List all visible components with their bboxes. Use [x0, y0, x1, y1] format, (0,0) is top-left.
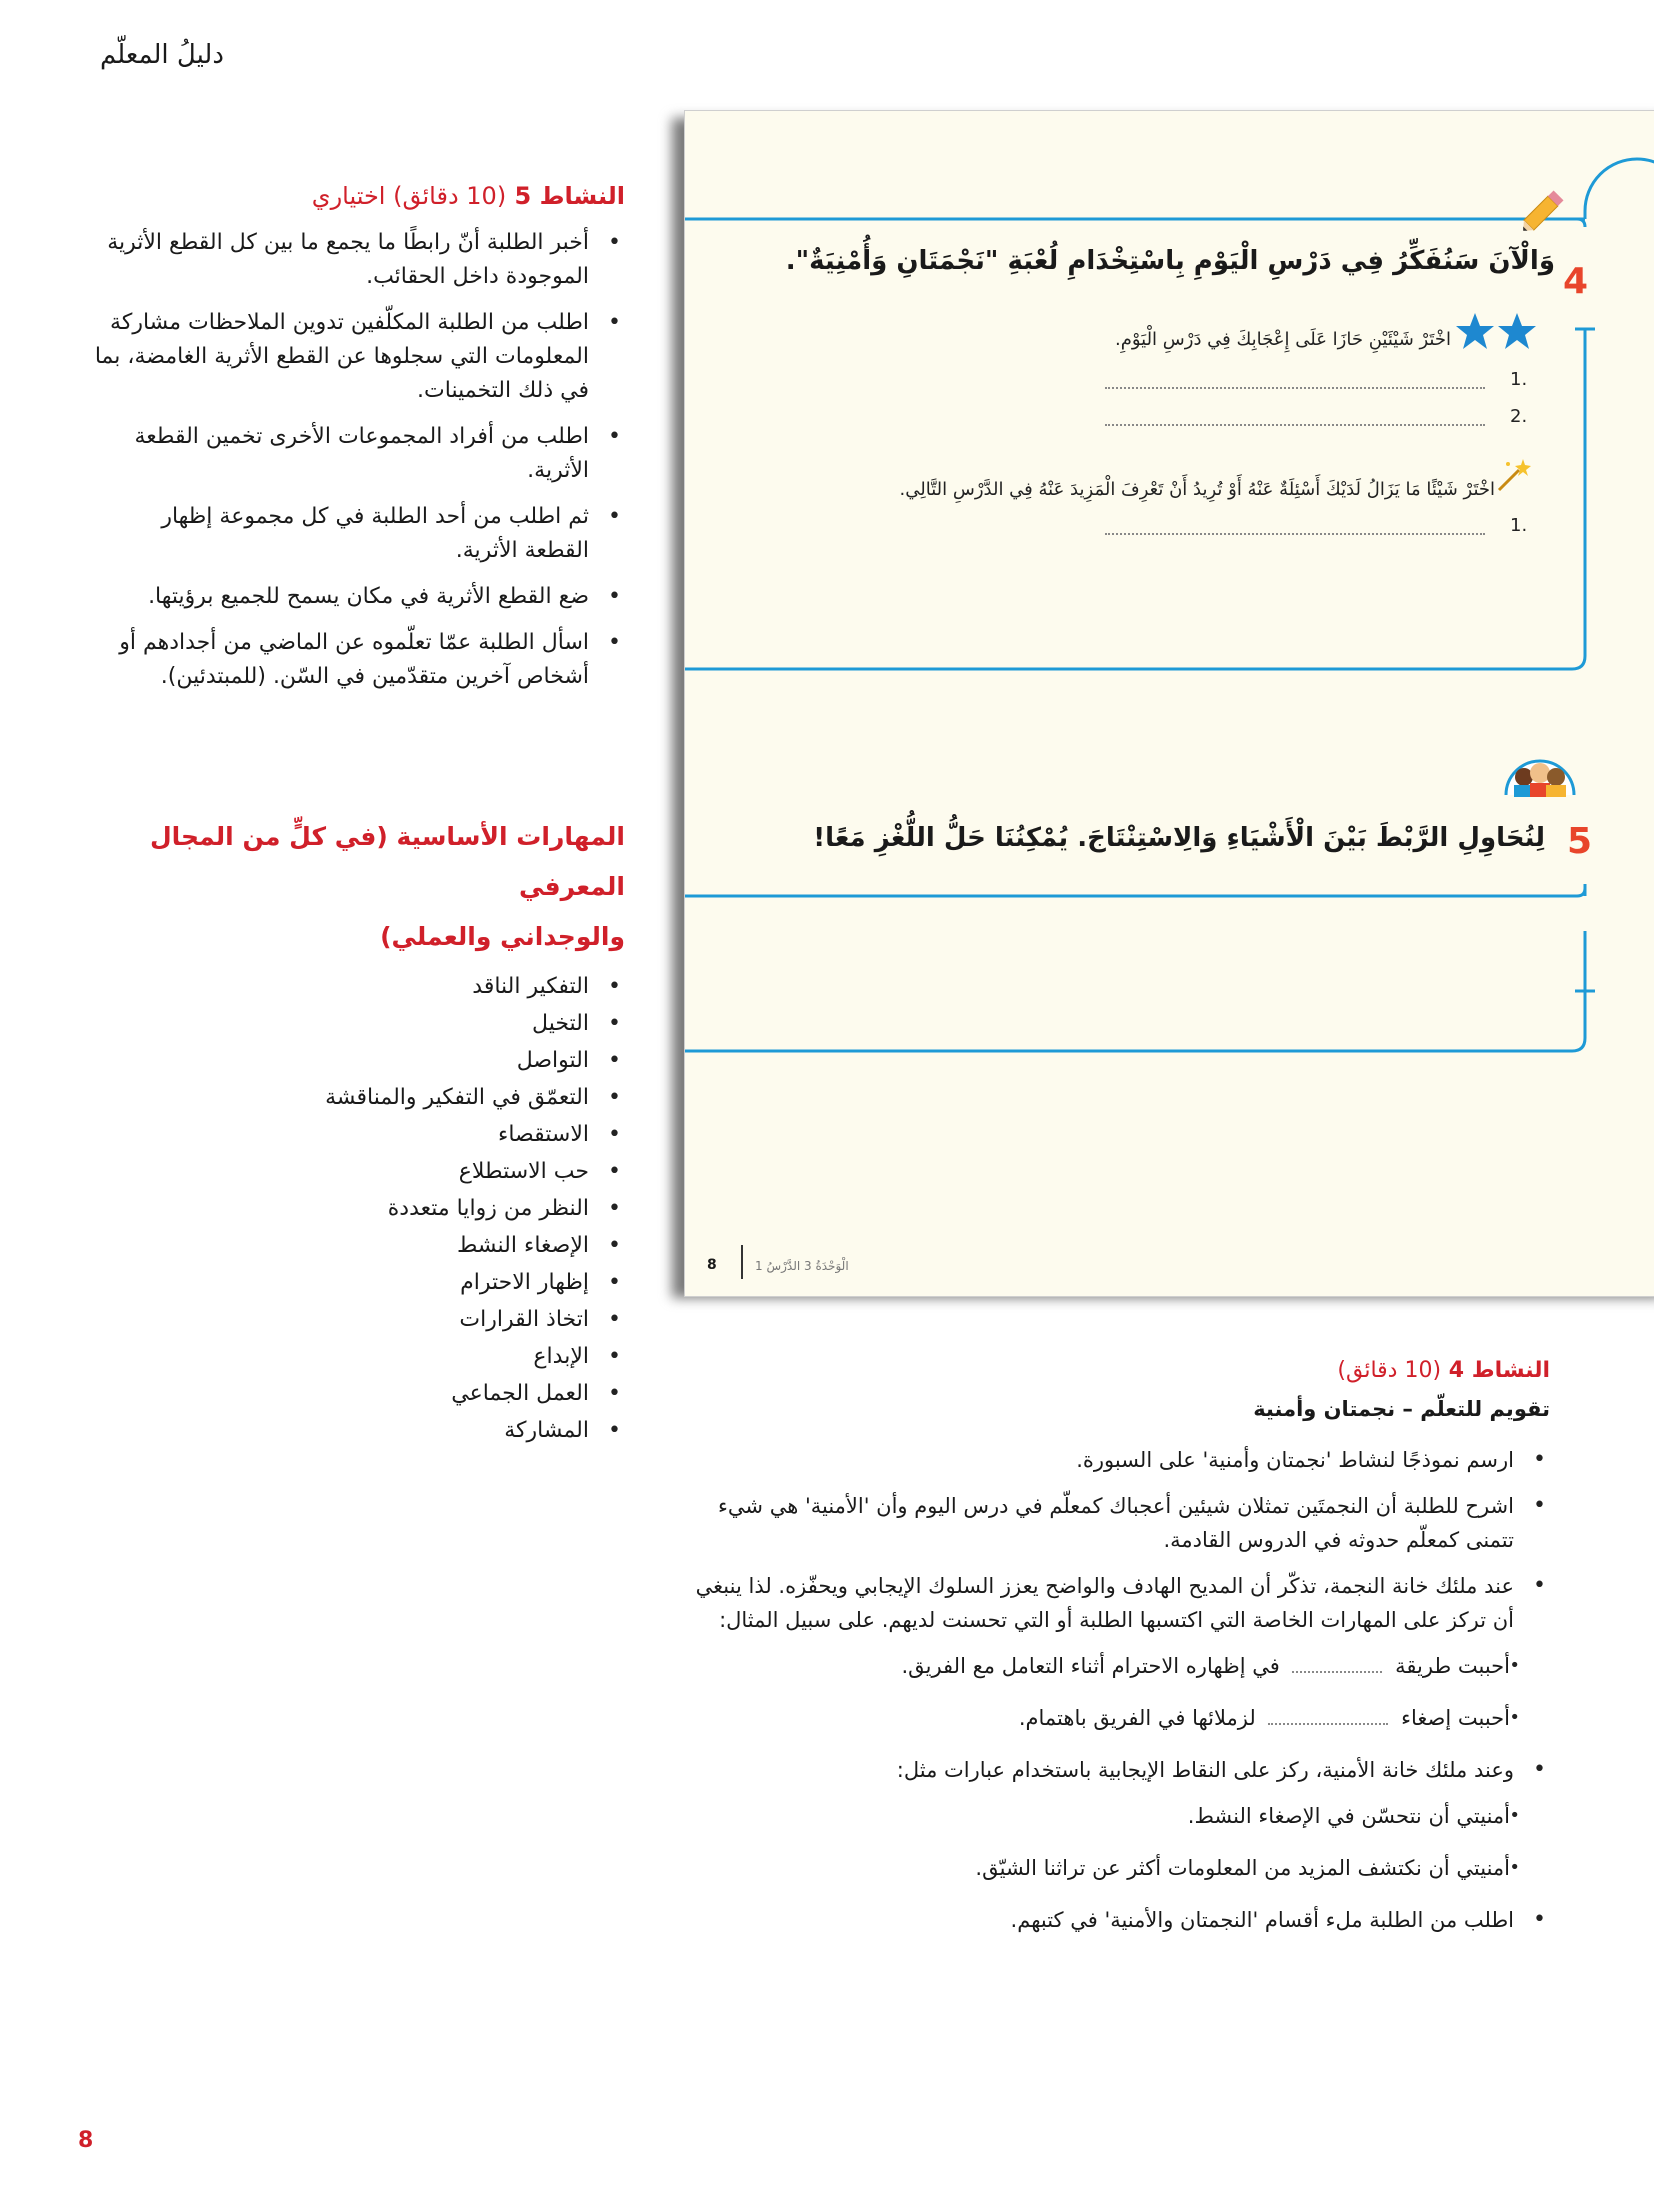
list-item: • اطلب من أفراد المجموعات الأخرى تخمين القطعة الأثرية. [90, 420, 625, 488]
list-item: • العمل الجماعي [90, 1375, 625, 1412]
task4-title: وَالْآنَ سَنُفَكِّرُ فِي دَرْسِ الْيَوْمِ بِاسْتِخْدَامِ لُعْبَةِ "نَجْمَتَانِ وَأُمْنِيَةٌ". [785, 246, 1555, 276]
final-bullet-list [690, 1903, 1550, 1937]
activity5-heading [90, 182, 625, 210]
list-item: • اتخاذ القرارات [90, 1301, 625, 1338]
list-item: • الإصغاء النشط [90, 1227, 625, 1264]
task4-number: 4 [1563, 261, 1589, 302]
footer-unit-label: الْوَحْدَةُ 3 الدَّرْسُ 1 [755, 1259, 849, 1273]
example-2-end: لزملائها في الفريق باهتمام. [1018, 1706, 1256, 1730]
activity4-heading [690, 1358, 1550, 1383]
wish-prompt: اخْتَرْ شَيْئًا مَا يَزَالُ لَدَيْكَ أَسْئِلَةٌ عَنْهُ أَوْ تُرِيدُ أَنْ تَعْرِفَ الْمَزِيدَ عَنْهُ فِي الدَّرْسِ التَّالِي. [899, 479, 1495, 500]
example-1-end: في إظهاره الاحترام أثناء التعامل مع الفريق. [901, 1654, 1280, 1678]
list-item: • ارسم نموذجًا لنشاط 'نجمتان وأمنية' على السبورة. [690, 1443, 1550, 1477]
list-item: • اطلب من الطلبة المكلّفين تدوين الملاحظات مشاركة المعلومات التي سجلوها عن القطع الأثرية الغامضة، بما في ذلك التخمينات. [90, 306, 625, 408]
activity5-section [90, 182, 625, 706]
example-1-start: أحببت طريقة [1395, 1654, 1510, 1678]
list-item: • ثم اطلب من أحد الطلبة في كل مجموعة إظهار القطعة الأثرية. [90, 500, 625, 568]
activity4-list [690, 1443, 1550, 1637]
stars-prompt: اخْتَرْ شَيْئَيْنِ حَازَا عَلَى إِعْجَابِكَ فِي دَرْسِ الْيَوْمِ. [1114, 329, 1451, 350]
answer-line-2-number: 2. [1510, 406, 1528, 427]
list-item: • اشرح للطلبة أن النجمتَين تمثلان شيئين أعجباك كمعلّم في درس اليوم وأن 'الأمنية' هي شيء تتمنى كمعلّم حدوثه في الدروس القادمة. [690, 1489, 1550, 1557]
example-2-start: أحببت إصغاء [1401, 1706, 1510, 1730]
activity4-section [690, 1358, 1550, 1949]
wish-answer-line-number: 1. [1510, 515, 1528, 536]
list-item [690, 1649, 1550, 1683]
list-item: • أمنيتي أن نكتشف المزيد من المعلومات أكثر عن تراثنا الشيّق. [690, 1851, 1550, 1885]
activity4-title: النشاط 4 [1448, 1358, 1550, 1383]
list-item: • ضع القطع الأثرية في مكان يسمح للجميع برؤيتها. [90, 580, 625, 614]
skills-title-line2: والوجداني والعملي) [380, 922, 625, 951]
list-item: • أخبر الطلبة أنّ رابطًا ما يجمع ما بين كل القطع الأثرية الموجودة داخل الحقائب. [90, 226, 625, 294]
list-item: • عند ملئك خانة النجمة، تذكّر أن المديح الهادف والواضح يعزز السلوك الإيجابي ويحفّزه. لذا ينبغي أن تركز على المهارات الخاصة التي اكتسبها الطلبة أو التي تحسنت لديهم. على سبيل المثال: [690, 1569, 1550, 1637]
wish-examples-list [690, 1799, 1550, 1885]
list-item: • الإبداع [90, 1338, 625, 1375]
pencil-icon [1515, 183, 1571, 239]
list-item: • اطلب من الطلبة ملء أقسام 'النجمتان والأمنية' في كتبهم. [690, 1903, 1550, 1937]
list-item: • إظهار الاحترام [90, 1264, 625, 1301]
list-item: • وعند ملئك خانة الأمنية، ركز على النقاط الإيجابية باستخدام عبارات مثل: [690, 1753, 1550, 1787]
skills-title-line1: المهارات الأساسية (في كلٍّ من المجال المعرفي [149, 822, 625, 901]
footer-divider [741, 1245, 743, 1279]
list-item [690, 1701, 1550, 1735]
activity5-title: النشاط 5 [514, 182, 625, 210]
wish-bullet-list [690, 1753, 1550, 1787]
task4-frame [685, 111, 1654, 671]
list-item: • التعمّق في التفكير والمناقشة [90, 1079, 625, 1116]
page-number: 8 [78, 2128, 94, 2153]
star-examples-list [690, 1649, 1550, 1735]
list-item: • اسأل الطلبة عمّا تعلّموه عن الماضي من أجدادهم أو أشخاص آخرين متقدّمين في السّن. (للمبتدئين). [90, 626, 625, 694]
blank-line [1268, 1723, 1388, 1725]
student-book-page [684, 110, 1654, 1297]
activity4-subheading: تقويم للتعلّم – نجمتان وأمنية [1253, 1397, 1550, 1421]
skills-section [90, 812, 625, 1449]
star-icon [1455, 311, 1539, 351]
answer-line-1-number: 1. [1510, 369, 1528, 390]
blank-line [1292, 1671, 1382, 1673]
answer-line-2 [1105, 424, 1485, 426]
activity5-subtitle: (10 دقائق) اختياري [311, 182, 507, 210]
activity4-subtitle: (10 دقائق) [1337, 1358, 1442, 1383]
wish-answer-line [1105, 533, 1485, 535]
magic-wand-icon [1493, 456, 1533, 496]
list-item: • المشاركة [90, 1412, 625, 1449]
answer-line-1 [1105, 387, 1485, 389]
task5-number: 5 [1567, 821, 1593, 862]
task5-title: لِنُحَاوِلِ الرَّبْطَ بَيْنَ الْأَشْيَاءِ وَالِاسْتِنْتَاجَ. يُمْكِنُنَا حَلُّ اللُّغْزِ مَعًا! [813, 823, 1545, 853]
list-item: • التواصل [90, 1042, 625, 1079]
activity5-list [90, 226, 625, 694]
list-item: • التفكير الناقد [90, 968, 625, 1005]
skills-title [90, 812, 625, 962]
header-title: دليلُ المعلّم [100, 40, 224, 70]
list-item: • التخيل [90, 1005, 625, 1042]
people-icon [1500, 733, 1580, 813]
list-item: • النظر من زوايا متعددة [90, 1190, 625, 1227]
list-item: • أمنيتي أن نتحسّن في الإصغاء النشط. [690, 1799, 1550, 1833]
list-item: • حب الاستطلاع [90, 1153, 625, 1190]
skills-list [90, 968, 625, 1449]
student-page-number: 8 [707, 1257, 717, 1273]
list-item: • الاستقصاء [90, 1116, 625, 1153]
